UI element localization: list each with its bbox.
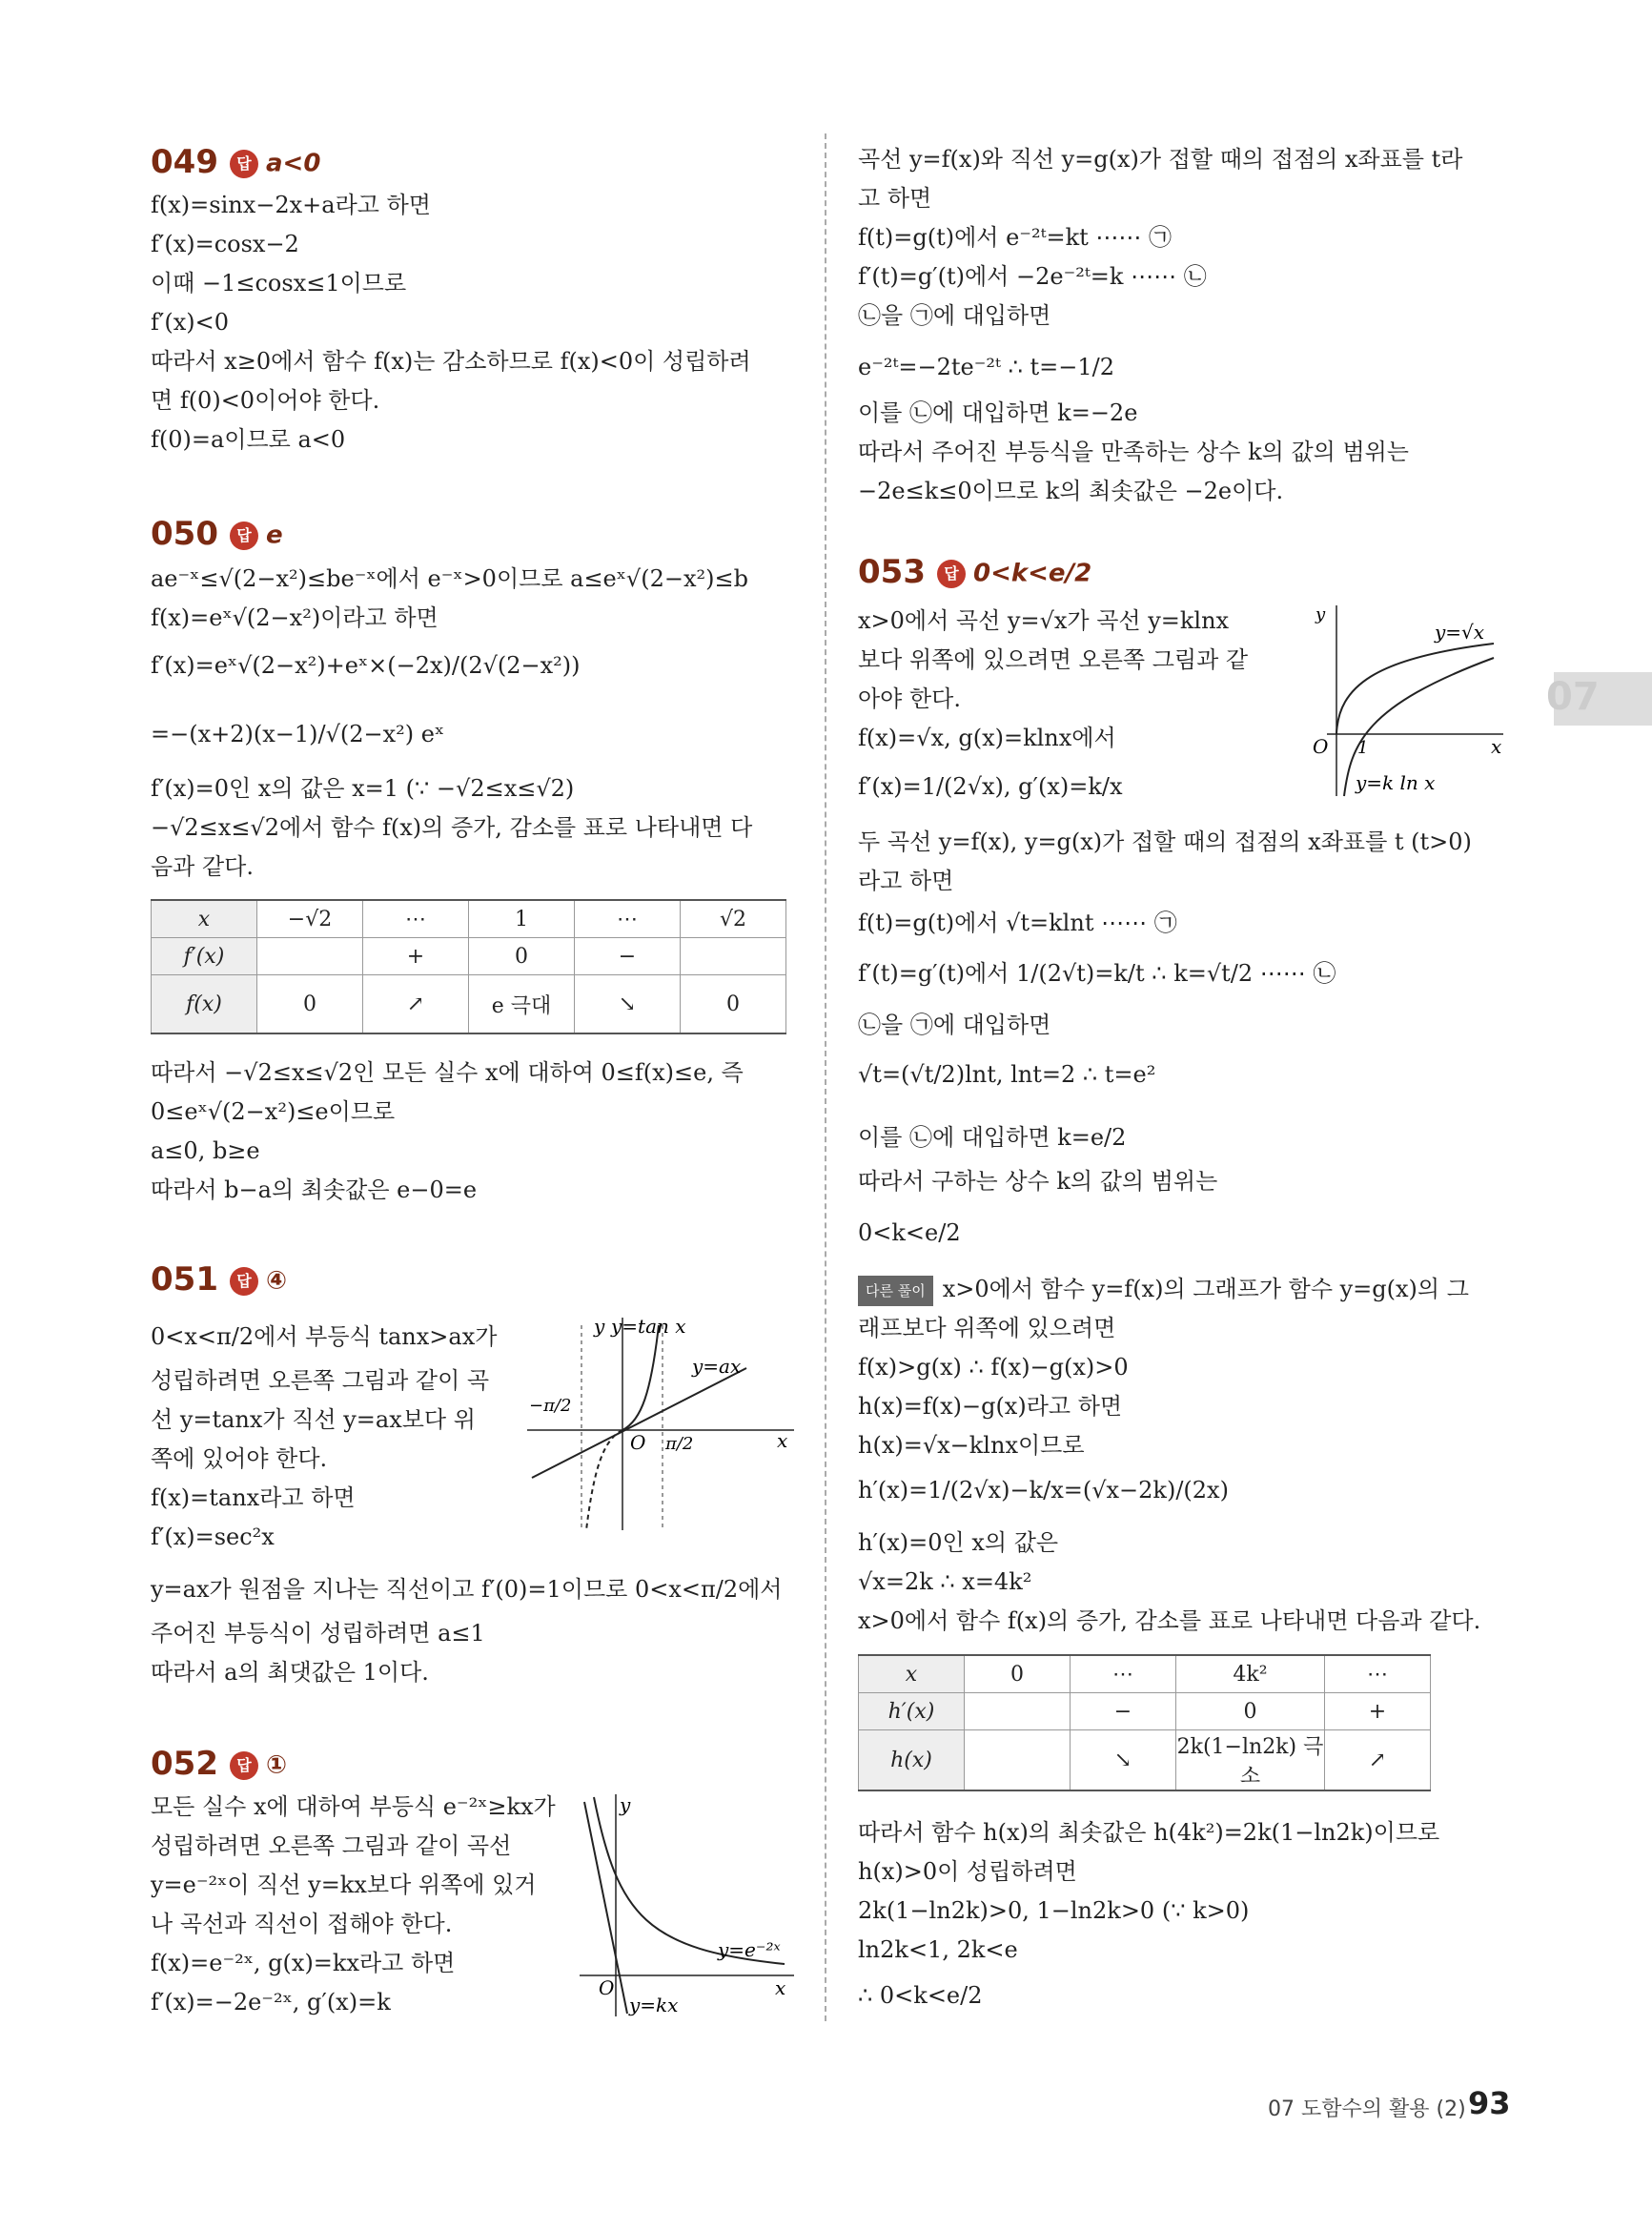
problem-number: 052: [151, 1745, 218, 1783]
p049-line: 이때 −1≤cosx≤1이므로: [151, 270, 407, 297]
p053-alt-line: h′(x)=0인 x의 값은: [858, 1529, 1059, 1556]
p053-line: f′(x)=1/(2√x), g′(x)=k/x: [858, 773, 1123, 800]
p051-line: 선 y=tanx가 직선 y=ax보다 위: [151, 1406, 476, 1433]
p050-variation-table: [151, 899, 786, 1034]
problem-052-header: [151, 1745, 287, 1783]
table-cell: −√2: [257, 900, 363, 938]
p053-alt-line: √x=2k ∴ x=4k²: [858, 1568, 1032, 1595]
p052-cont-line: 따라서 주어진 부등식을 만족하는 상수 k의 값의 범위는: [858, 439, 1409, 465]
p053-line: f(x)=√x, g(x)=klnx에서: [858, 725, 1116, 751]
p053-alt-line: h(x)=√x−klnx이므로: [858, 1432, 1085, 1459]
table-cell: ⋯: [1325, 1655, 1431, 1693]
p052-cont-line: f(t)=g(t)에서 e⁻²ᵗ=kt ⋯⋯ ㉠: [858, 224, 1173, 251]
p053-alt-line: x>0에서 함수 f(x)의 증가, 감소를 표로 나타내면 다음과 같다.: [858, 1607, 1481, 1634]
p053-variation-table: [858, 1654, 1431, 1791]
origin-label: O: [599, 1976, 615, 1999]
curve-label: y=√x: [1435, 621, 1485, 644]
p052-line: 모든 실수 x에 대하여 부등식 e⁻²ˣ≥kx가: [151, 1793, 556, 1820]
p051-graph: [527, 1316, 799, 1530]
line-ax: [532, 1368, 746, 1478]
table-cell: ⋯: [1071, 1655, 1176, 1693]
p052-cont-line: 고 하면: [858, 185, 932, 212]
p053-after-line: h(x)>0이 성립하려면: [858, 1858, 1077, 1885]
p049-line: f′(x)<0: [151, 309, 229, 336]
p052-cont-line: −2e≤k≤0이므로 k의 최솟값은 −2e이다.: [858, 478, 1284, 504]
answer-badge: 답: [230, 1751, 258, 1780]
table-cell: 2k(1−ln2k) 극소: [1176, 1730, 1325, 1791]
p053-line: 따라서 구하는 상수 k의 값의 범위는: [858, 1168, 1218, 1195]
table-cell: h′(x): [859, 1693, 965, 1730]
p049-line: 면 f(0)<0이어야 한다.: [151, 387, 380, 414]
p053-after-line: ∴ 0<k<e/2: [858, 1982, 983, 2009]
problem-number: 051: [151, 1260, 218, 1299]
p051-line: 성립하려면 오른쪽 그림과 같이 곡: [151, 1367, 490, 1394]
p053-alt-first-line: [858, 1275, 1469, 1306]
table-cell: x: [859, 1655, 965, 1693]
p053-line: 두 곡선 y=f(x), y=g(x)가 접할 때의 접점의 x좌표를 t (t>0): [858, 829, 1472, 855]
p052-cont-line: e⁻²ᵗ=−2te⁻²ᵗ ∴ t=−1/2: [858, 354, 1114, 380]
table-row: [152, 900, 786, 938]
table-cell: +: [1325, 1693, 1431, 1730]
problem-number: 053: [858, 553, 926, 591]
y-label: y: [620, 1793, 631, 1816]
p052-line: 나 곡선과 직선이 접해야 한다.: [151, 1911, 453, 1937]
table-row: [859, 1693, 1431, 1730]
p052-line: f′(x)=−2e⁻²ˣ, g′(x)=k: [151, 1989, 391, 2015]
x-label: x: [777, 1429, 788, 1452]
p049-line: 따라서 x≥0에서 함수 f(x)는 감소하므로 f(x)<0이 성립하려: [151, 348, 751, 375]
table-cell: [681, 938, 786, 975]
chapter-tab: 07: [1546, 675, 1600, 719]
table-cell: ↘: [1071, 1730, 1176, 1791]
neg-pi-label: −π/2: [529, 1396, 572, 1416]
p051-line: 쪽에 있어야 한다.: [151, 1445, 328, 1472]
line-label: y=kx: [629, 1994, 679, 2016]
p050-line: =−(x+2)(x−1)/√(2−x²) eˣ: [151, 721, 445, 747]
answer: e: [265, 521, 283, 550]
problem-053-header: [858, 553, 1091, 591]
p051-line: 주어진 부등식이 성립하려면 a≤1: [151, 1620, 485, 1647]
table-cell: +: [363, 938, 469, 975]
table-cell: √2: [681, 900, 786, 938]
p053-after-line: ln2k<1, 2k<e: [858, 1936, 1018, 1963]
table-cell: ↘: [575, 975, 681, 1034]
answer: a<0: [265, 149, 321, 178]
p053-alt-line: 래프보다 위쪽에 있으려면: [858, 1315, 1116, 1341]
curve-label: y=tan x: [611, 1316, 686, 1338]
p053-line: 0<k<e/2: [858, 1219, 961, 1246]
table-cell: 1: [469, 900, 575, 938]
table-cell: ↗: [363, 975, 469, 1034]
p051-line: 0<x<π/2에서 부등식 tanx>ax가: [151, 1323, 498, 1350]
p050-line: ae⁻ˣ≤√(2−x²)≤be⁻ˣ에서 e⁻ˣ>0이므로 a≤eˣ√(2−x²)≤b: [151, 565, 748, 592]
p053-line: 라고 하면: [858, 868, 954, 894]
table-cell: [257, 938, 363, 975]
pi-label: π/2: [665, 1434, 694, 1454]
p052-line: 성립하려면 오른쪽 그림과 같이 곡선: [151, 1832, 512, 1859]
sqrt-curve: [1336, 644, 1494, 734]
p052-line: f(x)=e⁻²ˣ, g(x)=kx라고 하면: [151, 1950, 456, 1976]
problem-number: 049: [151, 143, 218, 181]
table-cell: [965, 1693, 1071, 1730]
table-cell: e 극대: [469, 975, 575, 1034]
table-row: [859, 1730, 1431, 1791]
table-cell: ↗: [1325, 1730, 1431, 1791]
column-divider: [825, 133, 826, 2021]
table-cell: h(x): [859, 1730, 965, 1791]
p052-cont-line: 이를 ㉡에 대입하면 k=−2e: [858, 399, 1138, 426]
p053-line: f(t)=g(t)에서 √t=klnt ⋯⋯ ㉠: [858, 910, 1177, 936]
table-cell: ⋯: [363, 900, 469, 938]
p053-line: f′(t)=g′(t)에서 1/(2√t)=k/t ∴ k=√t/2 ⋯⋯ ㉡: [858, 960, 1336, 987]
x-label: x: [1491, 735, 1502, 758]
origin-label: O: [630, 1431, 646, 1454]
problem-number: 050: [151, 515, 218, 553]
table-cell: 0: [469, 938, 575, 975]
table-cell: −: [575, 938, 681, 975]
table-cell: f(x): [152, 975, 257, 1034]
table-row: [859, 1655, 1431, 1693]
p053-after-line: 따라서 함수 h(x)의 최솟값은 h(4k²)=2k(1−ln2k)이므로: [858, 1819, 1440, 1846]
table-cell: 0: [1176, 1693, 1325, 1730]
p053-alt-line: h(x)=f(x)−g(x)라고 하면: [858, 1393, 1123, 1420]
answer: ④: [265, 1266, 287, 1296]
answer: 0<k<e/2: [972, 559, 1092, 588]
footer-chapter-title: 07 도함수의 활용 (2): [1268, 2097, 1466, 2121]
problem-049-header: [151, 143, 320, 181]
p053-alt-line: x>0에서 함수 y=f(x)의 그래프가 함수 y=g(x)의 그: [942, 1276, 1469, 1302]
p050-line: 따라서 b−a의 최솟값은 e−0=e: [151, 1176, 478, 1203]
p052-cont-line: f′(t)=g′(t)에서 −2e⁻²ᵗ=k ⋯⋯ ㉡: [858, 263, 1207, 290]
line-label: y=ax: [692, 1355, 742, 1378]
p053-alt-line: f(x)>g(x) ∴ f(x)−g(x)>0: [858, 1354, 1129, 1381]
p050-line: 음과 같다.: [151, 853, 254, 880]
p053-line: 이를 ㉡에 대입하면 k=e/2: [858, 1124, 1127, 1151]
answer-badge: 답: [937, 560, 966, 588]
p053-line: ㉡을 ㉠에 대입하면: [858, 1012, 1051, 1038]
p053-line: 보다 위쪽에 있으려면 오른쪽 그림과 같: [858, 646, 1249, 673]
p053-line: x>0에서 곡선 y=√x가 곡선 y=klnx: [858, 607, 1230, 634]
table-cell: 0: [681, 975, 786, 1034]
p052-line: y=e⁻²ˣ이 직선 y=kx보다 위쪽에 있거: [151, 1872, 537, 1898]
origin-label: O: [1313, 735, 1329, 758]
p053-line: √t=(√t/2)lnt, lnt=2 ∴ t=e²: [858, 1061, 1156, 1088]
table-cell: 4k²: [1176, 1655, 1325, 1693]
p053-after-line: 2k(1−ln2k)>0, 1−ln2k>0 (∵ k>0): [858, 1897, 1250, 1924]
table-row: [152, 938, 786, 975]
p049-line: f′(x)=cosx−2: [151, 231, 299, 257]
p049-line: f(x)=sinx−2x+a라고 하면: [151, 192, 431, 218]
p050-line: −√2≤x≤√2에서 함수 f(x)의 증가, 감소를 표로 나타내면 다: [151, 814, 753, 841]
p053-line: 아야 한다.: [858, 685, 961, 712]
x-label: x: [775, 1976, 786, 1999]
y-label: y: [594, 1316, 605, 1338]
answer: ①: [265, 1750, 287, 1780]
curve-label: y=e⁻²ˣ: [718, 1938, 781, 1961]
p052-graph: [580, 1792, 799, 2016]
table-cell: [965, 1730, 1071, 1791]
p051-line: 따라서 a의 최댓값은 1이다.: [151, 1659, 429, 1686]
table-cell: x: [152, 900, 257, 938]
p050-line: f′(x)=0인 x의 값은 x=1 (∵ −√2≤x≤√2): [151, 775, 575, 802]
p052-cont-line: 곡선 y=f(x)와 직선 y=g(x)가 접할 때의 접점의 x좌표를 t라: [858, 146, 1463, 173]
table-cell: −: [1071, 1693, 1176, 1730]
p050-line: a≤0, b≥e: [151, 1137, 260, 1164]
p053-alt-line: h′(x)=1/(2√x)−k/x=(√x−2k)/(2x): [858, 1477, 1229, 1504]
problem-050-header: [151, 515, 283, 553]
p053-graph: [1298, 601, 1508, 801]
answer-badge: 답: [230, 522, 258, 550]
tan-curve: [622, 1325, 659, 1430]
table-cell: 0: [257, 975, 363, 1034]
p050-line: 0≤eˣ√(2−x²)≤e이므로: [151, 1098, 396, 1125]
answer-badge: 답: [230, 150, 258, 178]
problem-051-header: [151, 1260, 287, 1299]
table-cell: 0: [965, 1655, 1071, 1693]
p049-line: f(0)=a이므로 a<0: [151, 426, 346, 453]
table-cell: f′(x): [152, 938, 257, 975]
p050-line: 따라서 −√2≤x≤√2인 모든 실수 x에 대하여 0≤f(x)≤e, 즉: [151, 1059, 744, 1086]
p051-line: f(x)=tanx라고 하면: [151, 1484, 356, 1511]
p050-line: f′(x)=eˣ√(2−x²)+eˣ×(−2x)/(2√(2−x²)): [151, 652, 581, 679]
y-label: y: [1315, 604, 1326, 624]
p051-line: f′(x)=sec²x: [151, 1524, 275, 1550]
alt-solution-badge: 다른 풀이: [858, 1276, 933, 1306]
page-number: 93: [1468, 2085, 1511, 2121]
p050-line: f(x)=eˣ√(2−x²)이라고 하면: [151, 604, 438, 631]
p052-cont-line: ㉡을 ㉠에 대입하면: [858, 302, 1051, 329]
answer-badge: 답: [230, 1267, 258, 1296]
one-label: 1: [1357, 738, 1369, 758]
table-cell: ⋯: [575, 900, 681, 938]
table-row: [152, 975, 786, 1034]
line-label: y=k ln x: [1356, 771, 1436, 794]
tan-curve-dashed: [586, 1430, 622, 1530]
p051-line: y=ax가 원점을 지나는 직선이고 f′(0)=1이므로 0<x<π/2에서: [151, 1576, 783, 1603]
